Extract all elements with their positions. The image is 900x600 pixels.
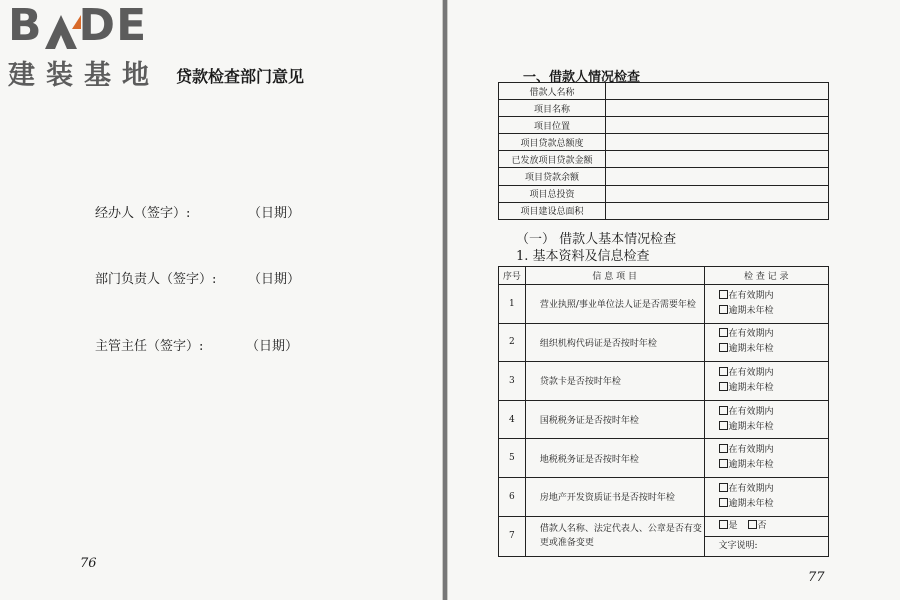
signature-date: （日期）	[248, 272, 301, 287]
checkbox-option[interactable]	[748, 519, 767, 534]
logo-letter-b: B	[8, 0, 43, 51]
checkbox-label: 逾期未年检	[728, 305, 774, 316]
checkbox-icon[interactable]	[719, 343, 728, 352]
subsubsection-title: 1. 基本资料及信息检查	[516, 249, 650, 264]
bade-logo	[8, 0, 176, 92]
info-row	[499, 151, 829, 168]
checkbox-option[interactable]	[719, 381, 829, 396]
row-record	[704, 285, 829, 324]
row-record	[704, 400, 829, 439]
info-value-cell[interactable]	[606, 100, 829, 117]
info-value-cell[interactable]	[606, 202, 829, 219]
checkbox-label: 在有效期内	[728, 329, 774, 340]
info-row	[499, 117, 829, 134]
info-row	[499, 185, 829, 202]
info-label: 已发放项目贷款金额	[499, 151, 606, 168]
checkbox-option[interactable]	[719, 304, 829, 319]
row-number: 3	[499, 362, 526, 401]
info-value-cell[interactable]	[606, 151, 829, 168]
checkbox-option[interactable]	[719, 327, 829, 342]
row-number: 5	[499, 439, 526, 478]
checkbox-label: 逾期未年检	[728, 382, 774, 393]
row-number: 2	[499, 323, 526, 362]
row-record	[704, 323, 829, 362]
header-item: 信 息 项 目	[525, 267, 704, 285]
row-item: 房地产开发资质证书是否按时年检	[525, 477, 704, 516]
checkbox-icon[interactable]	[719, 367, 728, 376]
logo-letters-de: DE	[78, 0, 148, 51]
row-item: 地税税务证是否按时年检	[525, 439, 704, 478]
row-item: 贷款卡是否按时年检	[525, 362, 704, 401]
table-header-row	[499, 267, 829, 285]
checkbox-option[interactable]	[719, 366, 829, 381]
header-no: 序号	[499, 267, 526, 285]
checkbox-option[interactable]	[719, 519, 738, 534]
info-value-cell[interactable]	[606, 83, 829, 100]
checkbox-icon[interactable]	[748, 520, 757, 529]
info-label: 项目名称	[499, 100, 606, 117]
logo-wordmark	[8, 0, 176, 51]
page-number: 77	[808, 570, 825, 585]
checkbox-option[interactable]	[719, 497, 829, 512]
info-check-table	[498, 266, 829, 557]
checkbox-icon[interactable]	[719, 520, 728, 529]
table-row	[499, 400, 829, 439]
row-record-note[interactable]: 文字说明:	[704, 536, 829, 556]
row-record-yes-no	[704, 516, 829, 536]
checkbox-option[interactable]	[719, 405, 829, 420]
checkbox-label: 在有效期内	[728, 290, 774, 301]
row-item: 营业执照/事业单位法人证是否需要年检	[525, 285, 704, 324]
table-row	[499, 285, 829, 324]
section-title: 一、借款人情况检查	[523, 70, 641, 85]
checkbox-option[interactable]	[719, 342, 829, 357]
signature-label: 主管主任（签字）:	[95, 339, 204, 354]
checkbox-label: 逾期未年检	[728, 421, 774, 432]
checkbox-label: 否	[757, 520, 767, 531]
checkbox-icon[interactable]	[719, 444, 728, 453]
info-label: 项目建设总面积	[499, 202, 606, 219]
info-label: 项目总投资	[499, 185, 606, 202]
subsection-title: （一） 借款人基本情况检查	[516, 232, 677, 247]
left-page	[0, 0, 443, 600]
logo-a-icon	[45, 13, 77, 49]
checkbox-icon[interactable]	[719, 421, 728, 430]
info-row	[499, 100, 829, 117]
info-label: 借款人名称	[499, 83, 606, 100]
info-value-cell[interactable]	[606, 117, 829, 134]
info-row	[499, 83, 829, 100]
page-number: 76	[80, 556, 97, 571]
checkbox-icon[interactable]	[719, 290, 728, 299]
row-record	[704, 477, 829, 516]
checkbox-label: 是	[728, 520, 738, 531]
row-item: 借款人名称、法定代表人、公章是否有变更或准备变更	[525, 516, 704, 556]
row-number: 1	[499, 285, 526, 324]
right-page	[447, 0, 900, 600]
table-row	[499, 323, 829, 362]
page-title: 贷款检查部门意见	[176, 67, 305, 86]
row-item: 国税税务证是否按时年检	[525, 400, 704, 439]
info-row	[499, 202, 829, 219]
checkbox-icon[interactable]	[719, 483, 728, 492]
checkbox-label: 在有效期内	[728, 406, 774, 417]
checkbox-option[interactable]	[719, 420, 829, 435]
logo-chinese: 建装基地	[8, 60, 160, 91]
checkbox-label: 在有效期内	[728, 445, 774, 456]
info-label: 项目位置	[499, 117, 606, 134]
table-row	[499, 477, 829, 516]
checkbox-icon[interactable]	[719, 406, 728, 415]
row-number: 7	[499, 516, 526, 556]
checkbox-icon[interactable]	[719, 459, 728, 468]
table-row	[499, 362, 829, 401]
signature-label: 经办人（签字）:	[95, 206, 191, 221]
checkbox-icon[interactable]	[719, 305, 728, 314]
signature-date: （日期）	[246, 339, 299, 354]
table-row	[499, 516, 829, 536]
row-number: 4	[499, 400, 526, 439]
checkbox-option[interactable]	[719, 289, 829, 304]
checkbox-label: 在有效期内	[728, 483, 774, 494]
checkbox-label: 逾期未年检	[728, 460, 774, 471]
info-label: 项目贷款余额	[499, 168, 606, 185]
checkbox-label: 在有效期内	[728, 367, 774, 378]
signature-date: （日期）	[248, 206, 301, 221]
table-row	[499, 439, 829, 478]
checkbox-label: 逾期未年检	[728, 498, 774, 509]
checkbox-icon[interactable]	[719, 382, 728, 391]
header-record: 检 查 记 录	[704, 267, 829, 285]
borrower-info-table	[498, 82, 829, 220]
info-row	[499, 134, 829, 151]
row-item: 组织机构代码证是否按时年检	[525, 323, 704, 362]
row-record	[704, 439, 829, 478]
info-row	[499, 168, 829, 185]
row-number: 6	[499, 477, 526, 516]
info-value-cell[interactable]	[606, 168, 829, 185]
checkbox-option[interactable]	[719, 458, 829, 473]
checkbox-option[interactable]	[719, 443, 829, 458]
info-label: 项目贷款总额度	[499, 134, 606, 151]
checkbox-icon[interactable]	[719, 498, 728, 507]
checkbox-icon[interactable]	[719, 328, 728, 337]
checkbox-label: 逾期未年检	[728, 344, 774, 355]
signature-label: 部门负责人（签字）:	[95, 272, 217, 287]
info-value-cell[interactable]	[606, 185, 829, 202]
checkbox-option[interactable]	[719, 482, 829, 497]
info-value-cell[interactable]	[606, 134, 829, 151]
row-record	[704, 362, 829, 401]
